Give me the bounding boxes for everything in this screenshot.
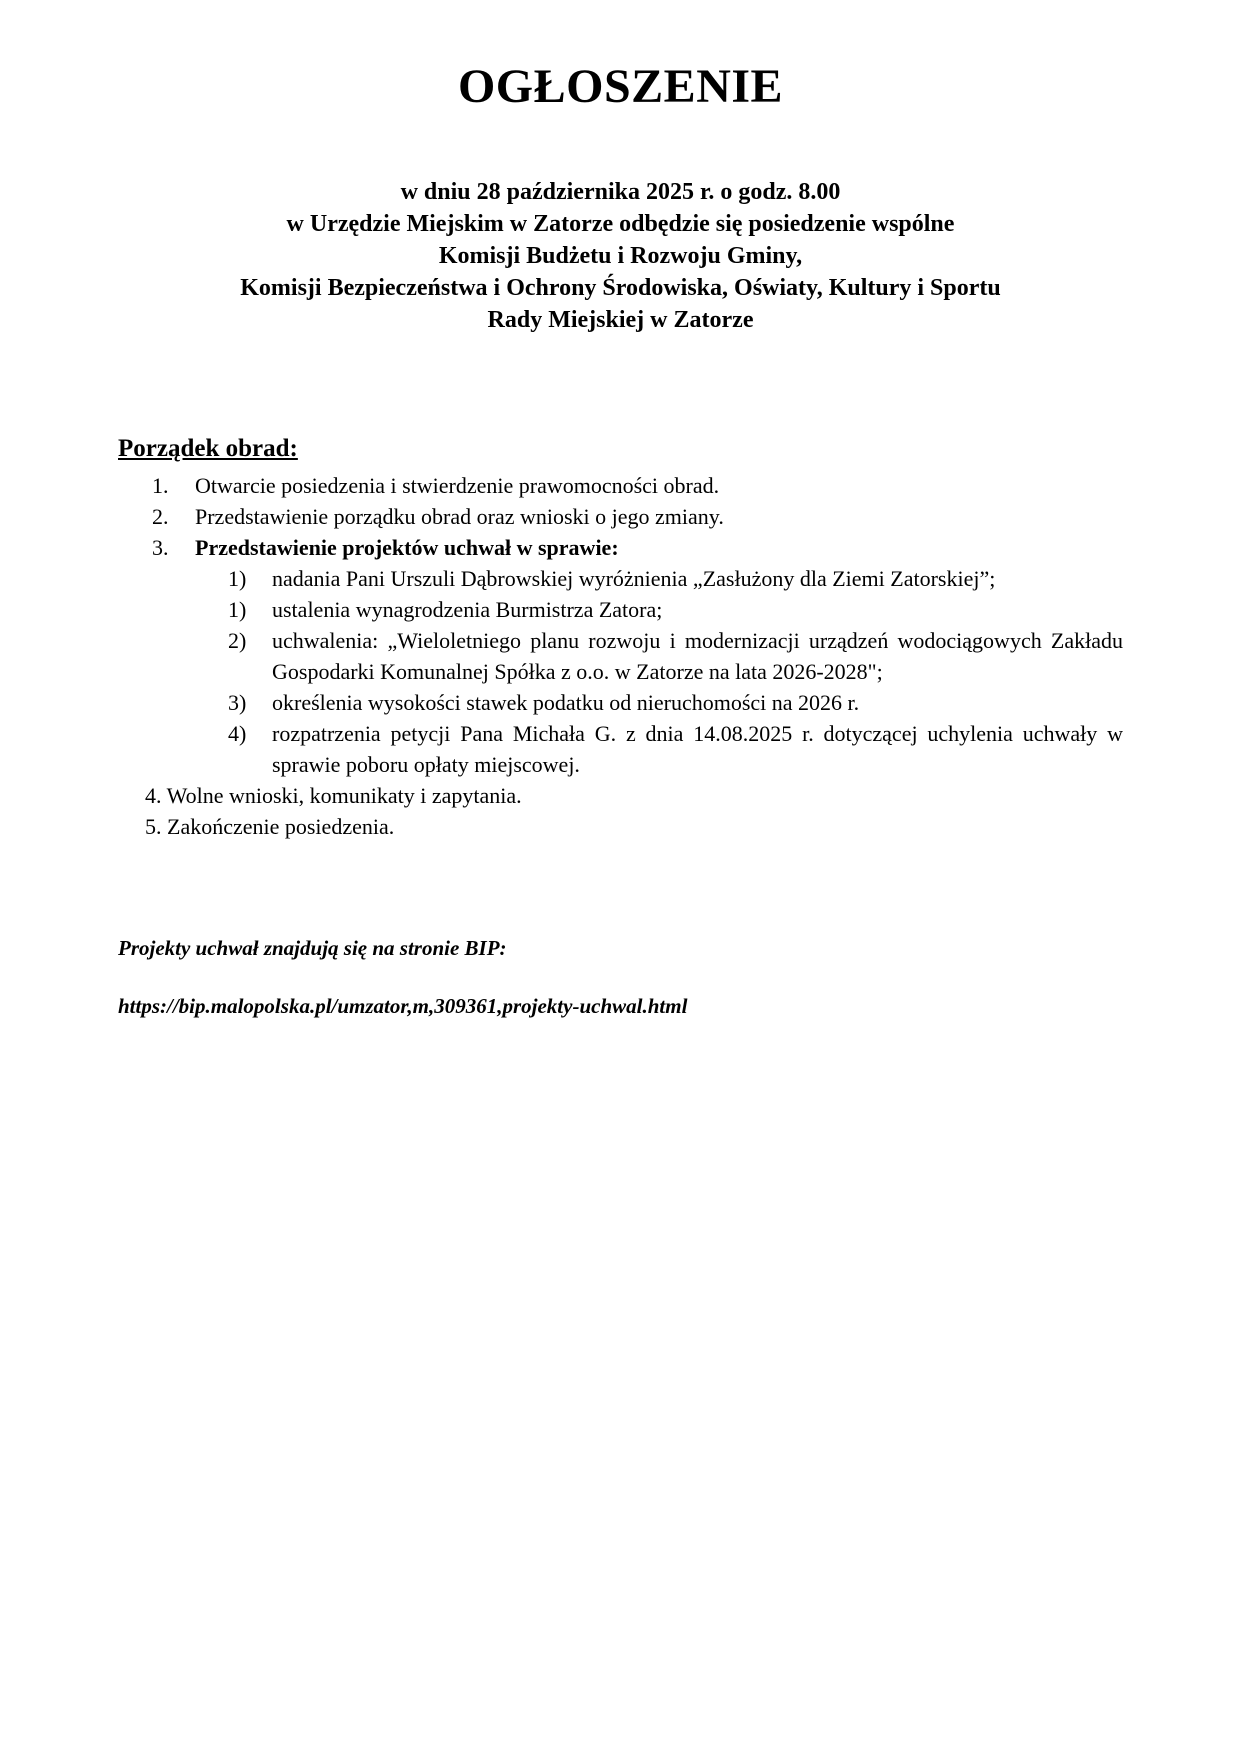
- agenda-subitem-text: rozpatrzenia petycji Pana Michała G. z dnia 14.08.2025 r. dotyczącej uchylenia uchwały w sprawie poboru opłaty miejscowej.: [272, 721, 1123, 777]
- agenda-item-number: 3.: [152, 535, 169, 560]
- agenda-item-number: 2.: [152, 504, 169, 529]
- agenda-item-text: Otwarcie posiedzenia i stwierdzenie prawomocności obrad.: [195, 473, 720, 498]
- agenda-subitem-1: [118, 563, 1123, 594]
- agenda-subitem-number: 1): [228, 597, 247, 622]
- bip-url: https://bip.malopolska.pl/umzator,m,309361,projekty-uchwal.html: [118, 994, 688, 1018]
- agenda-item-2: [118, 501, 1123, 532]
- meeting-date-line: w dniu 28 października 2025 r. o godz. 8.00: [400, 179, 841, 205]
- meeting-header: [118, 176, 1123, 336]
- agenda-subitem-5: [118, 718, 1123, 780]
- agenda-subitem-text: nadania Pani Urszuli Dąbrowskiej wyróżnienia „Zasłużony dla Ziemi Zatorskiej”;: [272, 566, 996, 591]
- council-line: Rady Miejskiej w Zatorze: [487, 307, 754, 333]
- agenda-subitem-number: 1): [228, 566, 247, 591]
- commission-line-1: Komisji Budżetu i Rozwoju Gminy,: [438, 243, 803, 269]
- agenda-item-4: 4. Wolne wnioski, komunikaty i zapytania.: [145, 783, 522, 808]
- agenda-subitem-number: 4): [228, 721, 247, 746]
- agenda-subitem-4: [118, 687, 1123, 718]
- agenda-heading: Porządek obrad:: [118, 435, 298, 462]
- agenda-subitem-text: uchwalenia: „Wieloletniego planu rozwoju i modernizacji urządzeń wodociągowych Zakładu Gospodarki Komunalnej Spółka z o.o. w Zatorze na lata 2026-2028";: [272, 628, 1123, 684]
- agenda-subitem-number: 2): [228, 628, 247, 653]
- agenda-subitem-text: określenia wysokości stawek podatku od nieruchomości na 2026 r.: [272, 690, 860, 715]
- agenda-item-1: [118, 470, 1123, 501]
- agenda-item-text: Przedstawienie projektów uchwał w sprawie:: [195, 535, 619, 560]
- commission-line-2: Komisji Bezpieczeństwa i Ochrony Środowiska, Oświaty, Kultury i Sportu: [240, 275, 1001, 301]
- agenda-item-number: 1.: [152, 473, 169, 498]
- agenda-subitem-text: ustalenia wynagrodzenia Burmistrza Zatora;: [272, 597, 663, 622]
- agenda-item-5: 5. Zakończenie posiedzenia.: [145, 814, 395, 839]
- agenda-subitem-number: 3): [228, 690, 247, 715]
- agenda-subitem-3: [118, 625, 1123, 687]
- agenda-item-3: [118, 532, 1123, 563]
- agenda-subitem-2: [118, 594, 1123, 625]
- agenda-list: [118, 470, 1123, 842]
- meeting-place-line: w Urzędzie Miejskim w Zatorze odbędzie się posiedzenie wspólne: [286, 211, 955, 237]
- bip-note: Projekty uchwał znajdują się na stronie BIP:: [118, 936, 507, 960]
- page-title: OGŁOSZENIE: [457, 60, 784, 113]
- agenda-item-text: Przedstawienie porządku obrad oraz wnioski o jego zmiany.: [195, 504, 724, 529]
